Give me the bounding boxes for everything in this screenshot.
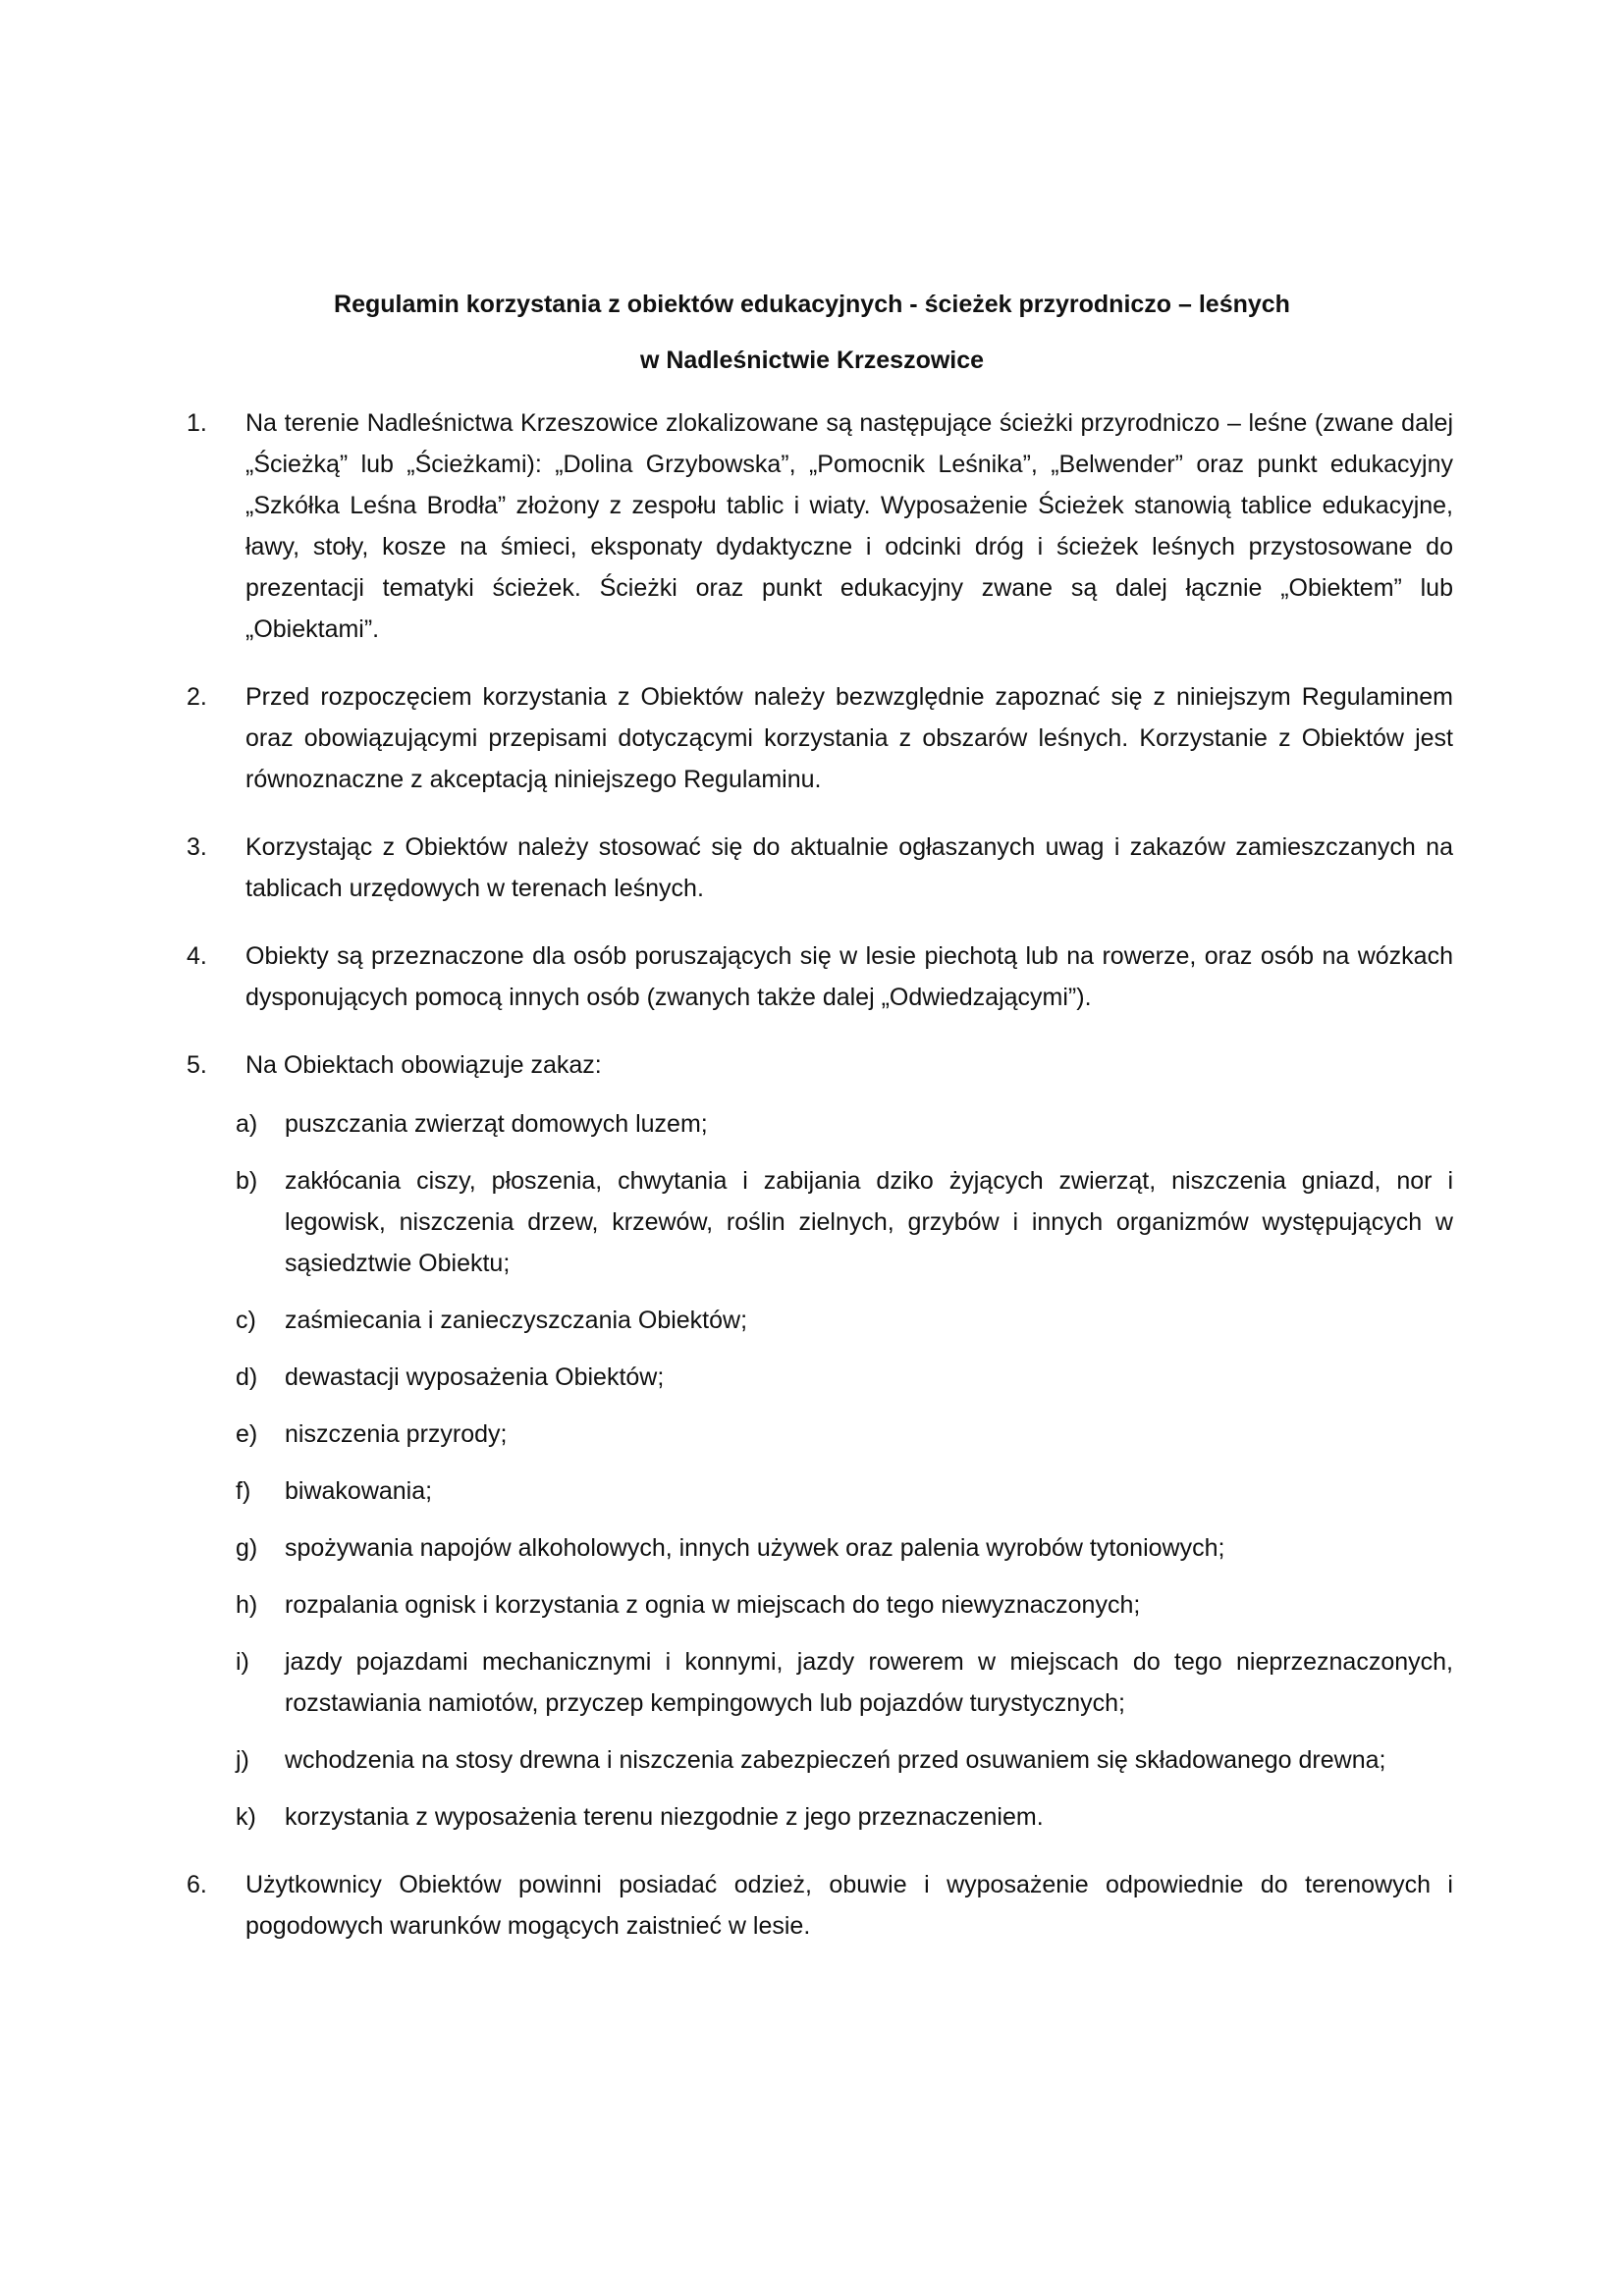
- regulation-item: [187, 935, 1453, 1018]
- prohibition-item: [236, 1739, 1453, 1781]
- subitem-text: wchodzenia na stosy drewna i niszczenia zabezpieczeń przed osuwaniem się składowanego drewna;: [285, 1746, 1386, 1774]
- subitem-text: rozpalania ognisk i korzystania z ognia w miejscach do tego niewyznaczonych;: [285, 1591, 1141, 1619]
- document-subtitle: w Nadleśnictwie Krzeszowice: [639, 347, 985, 374]
- item-text: Korzystając z Obiektów należy stosować się do aktualnie ogłaszanych uwag i zakazów zamieszczanych na tablicach urzędowych w terenach leśnych.: [245, 833, 1453, 902]
- item-number: 5.: [187, 1051, 207, 1079]
- subitem-text: spożywania napojów alkoholowych, innych używek oraz palenia wyrobów tytoniowych;: [285, 1534, 1225, 1562]
- regulation-item: [187, 1044, 1453, 1838]
- regulation-item: [187, 827, 1453, 909]
- subitem-text: korzystania z wyposażenia terenu niezgodnie z jego przeznaczeniem.: [285, 1803, 1044, 1831]
- subitem-text: biwakowania;: [285, 1477, 433, 1505]
- item-number: 4.: [187, 942, 207, 970]
- prohibition-item: [236, 1414, 1453, 1455]
- regulation-item: [187, 1864, 1453, 1947]
- prohibition-item: [236, 1527, 1453, 1569]
- subitem-letter: d): [236, 1363, 258, 1391]
- item-number: 1.: [187, 409, 207, 437]
- subitem-letter: h): [236, 1591, 258, 1619]
- subitem-letter: j): [236, 1746, 249, 1774]
- document-title: Regulamin korzystania z obiektów edukacyjnych - ścieżek przyrodniczo – leśnych: [334, 291, 1290, 318]
- prohibition-item: [236, 1584, 1453, 1626]
- prohibition-item: [236, 1300, 1453, 1341]
- prohibition-list: [236, 1103, 1453, 1838]
- item-text: Na terenie Nadleśnictwa Krzeszowice zlokalizowane są następujące ścieżki przyrodniczo – leśne (zwane dalej „Ścieżką” lub „Ścieżkami): „Dolina Grzybowska”, „Pomocnik Leśnika”, „Belwender” oraz punkt edukacyjny „Szkółka Leśna Brodła” złożony z zespołu tablic i wiaty. Wyposażenie Ścieżek stanowią tablice edukacyjne, ławy, stoły, kosze na śmieci, eksponaty dydaktyczne i odcinki dróg i ścieżek leśnych przystosowane do prezentacji tematyki ścieżek. Ścieżki oraz punkt edukacyjny zwane są dalej łącznie „Obiektem” lub „Obiektami”.: [245, 409, 1453, 643]
- prohibition-item: [236, 1796, 1453, 1838]
- subitem-letter: g): [236, 1534, 258, 1562]
- prohibition-item: [236, 1103, 1453, 1145]
- subitem-letter: e): [236, 1420, 258, 1448]
- subitem-letter: i): [236, 1648, 249, 1676]
- item-number: 2.: [187, 683, 207, 711]
- item-text: Obiekty są przeznaczone dla osób poruszających się w lesie piechotą lub na rowerze, oraz osób na wózkach dysponujących pomocą innych osób (zwanych także dalej „Odwiedzającymi”).: [245, 942, 1453, 1011]
- subitem-letter: b): [236, 1167, 258, 1195]
- item-text: Przed rozpoczęciem korzystania z Obiektów należy bezwzględnie zapoznać się z niniejszym Regulaminem oraz obowiązującymi przepisami dotyczącymi korzystania z obszarów leśnych. Korzystanie z Obiektów jest równoznaczne z akceptacją niniejszego Regulaminu.: [245, 683, 1453, 793]
- prohibition-item: [236, 1470, 1453, 1512]
- subitem-text: niszczenia przyrody;: [285, 1420, 508, 1448]
- item-number: 6.: [187, 1871, 207, 1898]
- subitem-letter: c): [236, 1307, 256, 1334]
- item-text: Na Obiektach obowiązuje zakaz:: [245, 1051, 602, 1079]
- subitem-letter: a): [236, 1110, 258, 1138]
- regulation-item: [187, 402, 1453, 650]
- item-number: 3.: [187, 833, 207, 861]
- subitem-letter: k): [236, 1803, 256, 1831]
- subitem-text: jazdy pojazdami mechanicznymi i konnymi, jazdy rowerem w miejscach do tego nieprzeznaczonych, rozstawiania namiotów, przyczep kempingowych lub pojazdów turystycznych;: [285, 1648, 1453, 1717]
- prohibition-item: [236, 1160, 1453, 1284]
- subitem-text: zakłócania ciszy, płoszenia, chwytania i zabijania dziko żyjących zwierząt, niszczenia gniazd, nor i legowisk, niszczenia drzew, krzewów, roślin zielnych, grzybów i innych organizmów występujących w sąsiedztwie Obiektu;: [285, 1167, 1453, 1277]
- subitem-letter: f): [236, 1477, 251, 1505]
- prohibition-item: [236, 1357, 1453, 1398]
- subitem-text: zaśmiecania i zanieczyszczania Obiektów;: [285, 1307, 748, 1334]
- subitem-text: puszczania zwierząt domowych luzem;: [285, 1110, 708, 1138]
- regulation-list: [187, 402, 1453, 1973]
- regulation-item: [187, 676, 1453, 800]
- subitem-text: dewastacji wyposażenia Obiektów;: [285, 1363, 665, 1391]
- prohibition-item: [236, 1641, 1453, 1724]
- item-text: Użytkownicy Obiektów powinni posiadać odzież, obuwie i wyposażenie odpowiednie do terenowych i pogodowych warunków mogących zaistnieć w lesie.: [245, 1871, 1453, 1940]
